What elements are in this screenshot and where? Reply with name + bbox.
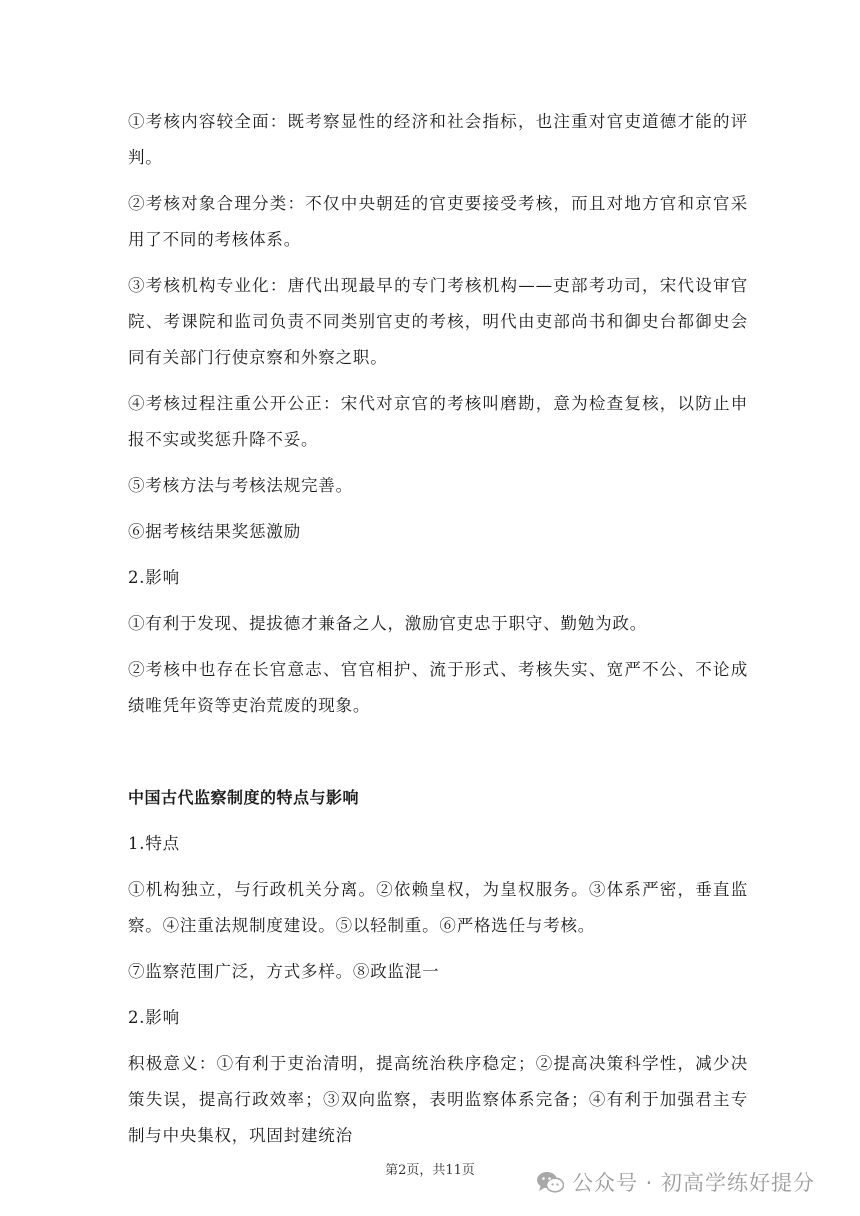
assessment-item-5: ⑤考核方法与考核法规完善。 [128,476,353,495]
supervision-impact-heading: 2.影响 [128,1008,180,1027]
page-number: 第2页，共11页 [385,1163,475,1178]
features-heading: 1.特点 [128,834,180,853]
assessment-impact-heading: 2.影响 [128,568,180,587]
watermark-text: 公众号 · 初高学练好提分 [572,1171,816,1195]
assessment-item-1: ①考核内容较全面：既考察显性的经济和社会指标，也注重对官吏道德才能的评判。 [128,112,748,167]
assessment-item-4: ④考核过程注重公开公正：宋代对京官的考核叫磨勘，意为检查复核，以防止申报不实或奖惩升降不妥。 [128,394,748,449]
assessment-item-6: ⑥据考核结果奖惩激励 [128,522,301,541]
features-item-2: ⑦监察范围广泛，方式多样。⑧政监混一 [128,962,440,981]
assessment-impact-item-1: ①有利于发现、提拔德才兼备之人，激励官吏忠于职守、勤勉为政。 [128,614,647,633]
assessment-impact-item-2: ②考核中也存在长官意志、官官相护、流于形式、考核失实、宽严不公、不论成绩唯凭年资等吏治荒废的现象。 [128,660,748,715]
assessment-item-2: ②考核对象合理分类：不仅中央朝廷的官吏要接受考核，而且对地方官和京官采用了不同的考核体系。 [128,194,748,249]
assessment-item-3: ③考核机构专业化：唐代出现最早的专门考核机构——吏部考功司，宋代设审官院、考课院和监司负责不同类别官吏的考核，明代由吏部尚书和御史台都御史会同有关部门行使京察和外察之职。 [128,276,748,367]
section-title: 中国古代监察制度的特点与影响 [128,788,360,807]
watermark [536,1167,815,1197]
document-content [128,104,748,1154]
supervision-impact-text: 积极意义：①有利于吏治清明，提高统治秩序稳定；②提高决策科学性，减少决策失误，提高行政效率；③双向监察，表明监察体系完备；④有利于加强君主专制与中央集权，巩固封建统治 [128,1054,748,1145]
features-item-1: ①机构独立，与行政机关分离。②依赖皇权，为皇权服务。③体系严密，垂直监察。④注重法规制度建设。⑤以轻制重。⑥严格选任与考核。 [128,880,748,935]
wechat-icon [536,1170,564,1194]
